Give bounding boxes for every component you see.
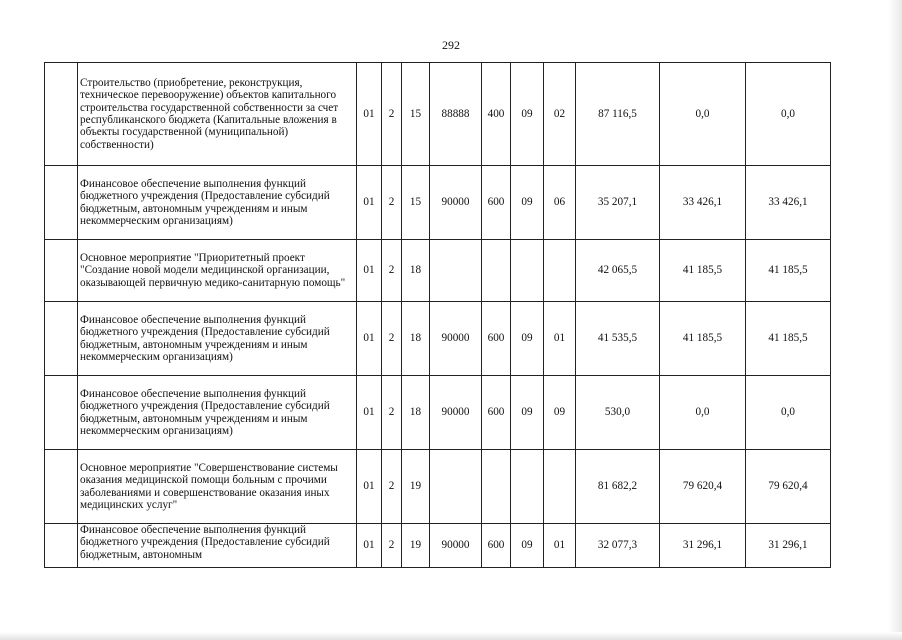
row-description: Финансовое обеспечение выполнения функций бюджетного учреждения (Предоставление субсидий бюджетным, автономным учреждениям и иным некоммерческим организациям) bbox=[78, 376, 357, 450]
code-expense-type bbox=[482, 240, 511, 302]
code-subprogram: 2 bbox=[382, 524, 402, 568]
code-main-event: 19 bbox=[402, 450, 430, 524]
code-subprogram: 2 bbox=[382, 302, 402, 376]
amount-year-1: 35 207,1 bbox=[576, 166, 660, 240]
table-row bbox=[45, 450, 831, 524]
code-subprogram: 2 bbox=[382, 376, 402, 450]
table-row bbox=[45, 166, 831, 240]
table-row bbox=[45, 376, 831, 450]
amount-year-1: 41 535,5 bbox=[576, 302, 660, 376]
code-main-event: 18 bbox=[402, 376, 430, 450]
code-direction bbox=[430, 240, 482, 302]
code-subsection: 06 bbox=[544, 166, 576, 240]
row-blank-cell bbox=[45, 450, 78, 524]
amount-year-1: 530,0 bbox=[576, 376, 660, 450]
code-subsection bbox=[544, 450, 576, 524]
code-section: 09 bbox=[511, 376, 544, 450]
table-row bbox=[45, 240, 831, 302]
code-subsection: 01 bbox=[544, 302, 576, 376]
amount-year-1: 81 682,2 bbox=[576, 450, 660, 524]
amount-year-2: 0,0 bbox=[660, 376, 746, 450]
amount-year-1: 32 077,3 bbox=[576, 524, 660, 568]
code-main-event: 18 bbox=[402, 302, 430, 376]
code-program: 01 bbox=[357, 302, 382, 376]
code-main-event: 19 bbox=[402, 524, 430, 568]
code-section bbox=[511, 240, 544, 302]
amount-year-1: 87 116,5 bbox=[576, 63, 660, 166]
code-main-event: 15 bbox=[402, 63, 430, 166]
table-row bbox=[45, 524, 831, 568]
code-section bbox=[511, 450, 544, 524]
row-description: Основное мероприятие "Совершенствование системы оказания медицинской помощи больным с прочими заболеваниями и совершенствование оказания иных медицинских услуг" bbox=[78, 450, 357, 524]
code-main-event: 15 bbox=[402, 166, 430, 240]
row-description: Финансовое обеспечение выполнения функций бюджетного учреждения (Предоставление субсидий бюджетным, автономным bbox=[78, 524, 357, 568]
code-subprogram: 2 bbox=[382, 166, 402, 240]
code-expense-type: 600 bbox=[482, 376, 511, 450]
amount-year-3: 0,0 bbox=[746, 63, 831, 166]
code-expense-type: 600 bbox=[482, 524, 511, 568]
amount-year-2: 79 620,4 bbox=[660, 450, 746, 524]
amount-year-1: 42 065,5 bbox=[576, 240, 660, 302]
budget-table bbox=[44, 62, 831, 568]
row-blank-cell bbox=[45, 63, 78, 166]
code-section: 09 bbox=[511, 302, 544, 376]
code-program: 01 bbox=[357, 166, 382, 240]
code-program: 01 bbox=[357, 63, 382, 166]
code-direction: 90000 bbox=[430, 302, 482, 376]
code-expense-type: 600 bbox=[482, 302, 511, 376]
row-blank-cell bbox=[45, 166, 78, 240]
code-direction: 90000 bbox=[430, 376, 482, 450]
amount-year-3: 79 620,4 bbox=[746, 450, 831, 524]
amount-year-2: 33 426,1 bbox=[660, 166, 746, 240]
row-description: Финансовое обеспечение выполнения функций бюджетного учреждения (Предоставление субсидий бюджетным, автономным учреждениям и иным некоммерческим организациям) bbox=[78, 302, 357, 376]
amount-year-3: 33 426,1 bbox=[746, 166, 831, 240]
code-expense-type: 600 bbox=[482, 166, 511, 240]
code-program: 01 bbox=[357, 376, 382, 450]
page-number: 292 bbox=[442, 38, 460, 52]
code-subsection: 02 bbox=[544, 63, 576, 166]
row-blank-cell bbox=[45, 302, 78, 376]
scan-bottom-shadow bbox=[0, 632, 902, 640]
table-row bbox=[45, 302, 831, 376]
amount-year-2: 31 296,1 bbox=[660, 524, 746, 568]
row-blank-cell bbox=[45, 240, 78, 302]
table-row bbox=[45, 63, 831, 166]
row-description: Строительство (приобретение, реконструкция, техническое перевооружение) объектов капитального строительства государственной собственности за счет республиканского бюджета (Капитальные вложения в объекты государственной (муниципальной) собственности) bbox=[78, 63, 357, 166]
code-section: 09 bbox=[511, 166, 544, 240]
code-subsection: 01 bbox=[544, 524, 576, 568]
code-main-event: 18 bbox=[402, 240, 430, 302]
code-program: 01 bbox=[357, 450, 382, 524]
code-direction: 90000 bbox=[430, 166, 482, 240]
amount-year-2: 41 185,5 bbox=[660, 302, 746, 376]
amount-year-2: 0,0 bbox=[660, 63, 746, 166]
amount-year-3: 31 296,1 bbox=[746, 524, 831, 568]
row-blank-cell bbox=[45, 524, 78, 568]
row-blank-cell bbox=[45, 376, 78, 450]
row-description: Основное мероприятие "Приоритетный проект "Создание новой модели медицинской организации, оказывающей первичную медико-санитарную помощь" bbox=[78, 240, 357, 302]
code-direction bbox=[430, 450, 482, 524]
amount-year-3: 0,0 bbox=[746, 376, 831, 450]
scan-edge-shadow bbox=[888, 0, 902, 640]
code-subsection: 09 bbox=[544, 376, 576, 450]
code-program: 01 bbox=[357, 524, 382, 568]
code-expense-type: 400 bbox=[482, 63, 511, 166]
code-direction: 88888 bbox=[430, 63, 482, 166]
code-expense-type bbox=[482, 450, 511, 524]
code-section: 09 bbox=[511, 63, 544, 166]
code-subsection bbox=[544, 240, 576, 302]
code-direction: 90000 bbox=[430, 524, 482, 568]
code-subprogram: 2 bbox=[382, 63, 402, 166]
amount-year-3: 41 185,5 bbox=[746, 302, 831, 376]
code-subprogram: 2 bbox=[382, 240, 402, 302]
code-section: 09 bbox=[511, 524, 544, 568]
code-program: 01 bbox=[357, 240, 382, 302]
code-subprogram: 2 bbox=[382, 450, 402, 524]
amount-year-2: 41 185,5 bbox=[660, 240, 746, 302]
amount-year-3: 41 185,5 bbox=[746, 240, 831, 302]
row-description: Финансовое обеспечение выполнения функций бюджетного учреждения (Предоставление субсидий бюджетным, автономным учреждениям и иным некоммерческим организациям) bbox=[78, 166, 357, 240]
